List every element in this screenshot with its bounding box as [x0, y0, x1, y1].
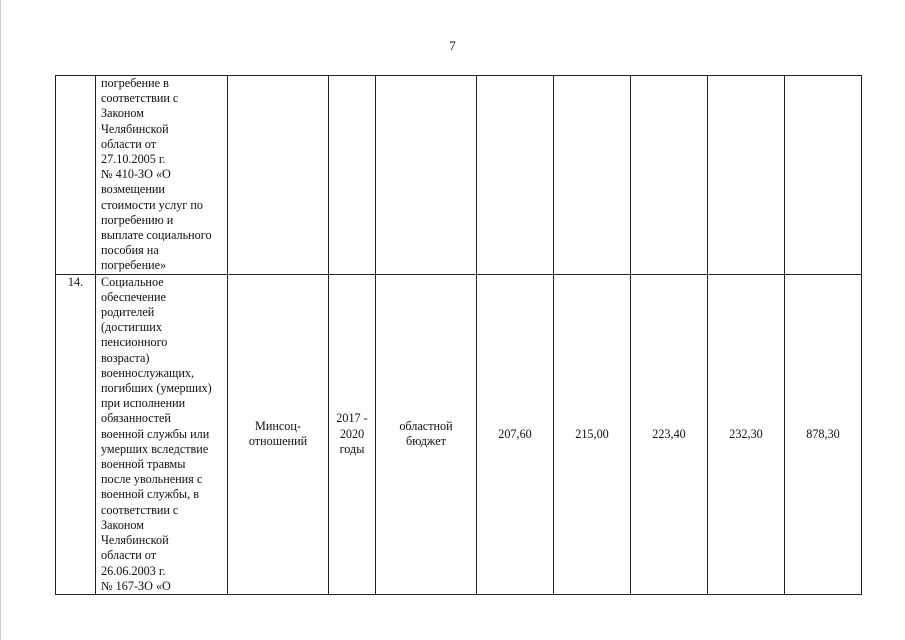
- row-period: 2017 - 2020 годы: [329, 274, 376, 594]
- row-value-2020: 232,30: [708, 274, 785, 594]
- row-value-2017: [477, 76, 554, 275]
- row-value-2019: 223,40: [631, 274, 708, 594]
- row-value-2018: [554, 76, 631, 275]
- row-name: погребение в соответствии с Законом Челябинской области от 27.10.2005 г. № 410-ЗО «О возмещении стоимости услуг по погребению и выплате социального пособия на погребение»: [96, 76, 228, 275]
- row-executor: [228, 76, 329, 275]
- row-number: [56, 76, 96, 275]
- row-source: областной бюджет: [376, 274, 477, 594]
- row-source: [376, 76, 477, 275]
- row-value-total: 878,30: [785, 274, 862, 594]
- row-name: Социальное обеспечение родителей (достигших пенсионного возраста) военнослужащих, погибших (умерших) при исполнении обязанностей военной службы или умерших вследствие военной травмы после увольнения с военной службы, в соответствии с Законом Челябинской области от 26.06.2003 г. № 167-ЗО «О: [96, 274, 228, 594]
- row-value-2019: [631, 76, 708, 275]
- row-value-2018: 215,00: [554, 274, 631, 594]
- row-value-2020: [708, 76, 785, 275]
- program-table: [55, 75, 862, 595]
- row-period: [329, 76, 376, 275]
- row-number: 14.: [56, 274, 96, 594]
- page-number: 7: [449, 38, 456, 53]
- table-row: [56, 274, 862, 594]
- row-value-total: [785, 76, 862, 275]
- row-executor: Минсоц- отношений: [228, 274, 329, 594]
- row-value-2017: 207,60: [477, 274, 554, 594]
- scan-edge: [0, 0, 1, 640]
- table-row: [56, 76, 862, 275]
